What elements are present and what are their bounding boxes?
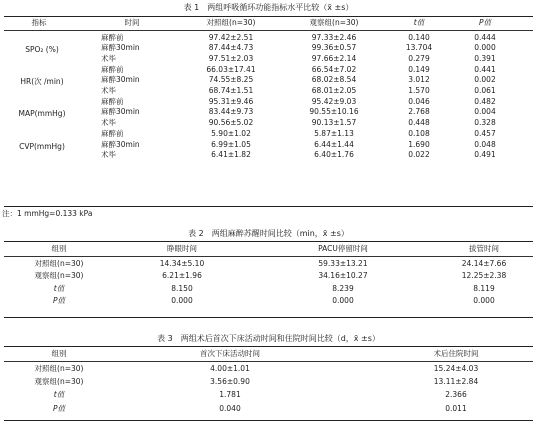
- table1-ctrl-cell: 97.51±2.03: [208, 53, 254, 63]
- table1-ctrl-cell: 6.99±1.05: [211, 139, 251, 149]
- table1-t-cell: 0.140: [408, 33, 430, 42]
- table1-t-cell: 0.279: [408, 53, 430, 63]
- table1-group-label: SPO₂ (%): [25, 45, 59, 55]
- table2-header-2: PACU停留时间: [318, 244, 368, 253]
- table2-cell: 34.16±10.27: [318, 271, 368, 281]
- table3-cell: 0.040: [219, 403, 241, 413]
- table2-cell: 14.34±5.10: [159, 259, 205, 268]
- table1-p-cell: 0.061: [474, 85, 496, 95]
- table1-header-3: 观察组(n=30): [309, 18, 359, 27]
- table1-header-0: 指标: [31, 18, 47, 27]
- table1-ctrl-cell: 90.56±5.02: [208, 117, 254, 127]
- table3-caption: 表 3 两组术后首次下床活动时间和住院时间比较（d，x̄ ±s）: [157, 334, 380, 343]
- table1-t-cell: 0.022: [408, 149, 430, 159]
- table2-row-label: 观察组(n=30): [34, 271, 84, 281]
- table1-obs-cell: 95.42±9.03: [311, 97, 357, 107]
- table1-p-cell: 0.000: [474, 43, 496, 53]
- table1-ctrl-cell: 95.31±9.46: [208, 97, 254, 107]
- table1-t-cell: 1.570: [408, 85, 430, 95]
- table1-ctrl-cell: 68.74±1.51: [208, 85, 254, 95]
- table1-obs-cell: 68.02±8.54: [311, 75, 357, 85]
- table1-obs-cell: 66.54±7.02: [311, 65, 357, 75]
- table1-obs-cell: 99.36±0.57: [311, 43, 357, 53]
- table1-p-cell: 0.391: [474, 53, 496, 63]
- table1-ctrl-cell: 97.42±2.51: [208, 33, 254, 42]
- table1-header-4: t值: [413, 18, 425, 27]
- table1-top-rule: [4, 16, 533, 17]
- table1-p-cell: 0.491: [474, 149, 496, 159]
- table3-cell: 4.00±1.01: [210, 364, 250, 373]
- table1-t-cell: 0.149: [408, 65, 430, 75]
- table1-time-cell: 术毕: [101, 53, 116, 63]
- table2-cell: 6.21±1.96: [162, 271, 202, 281]
- table1-group-label: MAP(mmHg): [18, 109, 66, 119]
- table1-p-cell: 0.328: [474, 117, 496, 127]
- table3-header-rule: [4, 361, 533, 362]
- table1-t-cell: 0.448: [408, 117, 430, 127]
- table1-header-1: 时间: [124, 18, 140, 27]
- table2-bottom-rule: [4, 317, 533, 318]
- table2-cell: 12.25±2.38: [461, 271, 507, 281]
- table1-ctrl-cell: 6.41±1.82: [211, 149, 251, 159]
- table2-header-rule: [4, 256, 533, 257]
- table3-row-label: P值: [52, 403, 66, 413]
- table2-header-3: 拔管时间: [469, 244, 499, 253]
- table1-obs-cell: 97.66±2.14: [311, 53, 357, 63]
- table1-obs-cell: 6.44±1.44: [314, 139, 354, 149]
- table1-time-cell: 麻醉30min: [101, 139, 140, 149]
- table3-cell: 13.11±2.84: [433, 377, 479, 387]
- table1-t-cell: 0.108: [408, 129, 430, 139]
- table1-p-cell: 0.444: [474, 33, 496, 42]
- table1-t-cell: 1.690: [408, 139, 430, 149]
- table1-p-cell: 0.441: [474, 65, 496, 75]
- table1-t-cell: 13.704: [405, 43, 433, 53]
- table2-cell: 0.000: [332, 295, 354, 305]
- table1-p-cell: 0.048: [474, 139, 496, 149]
- table1-obs-cell: 6.40±1.76: [314, 149, 354, 159]
- table1-group-label: HR(次 /min): [20, 77, 64, 87]
- table1-time-cell: 麻醉前: [101, 33, 124, 42]
- table1-header-rule: [4, 30, 533, 31]
- table1-t-cell: 2.768: [408, 107, 430, 117]
- table1-ctrl-cell: 83.44±9.73: [208, 107, 254, 117]
- table2-cell: 24.14±7.66: [461, 259, 507, 268]
- table1-t-cell: 0.046: [408, 97, 430, 107]
- table1-obs-cell: 97.33±2.46: [311, 33, 357, 42]
- table1-p-cell: 0.004: [474, 107, 496, 117]
- table1-t-cell: 3.012: [408, 75, 430, 85]
- table1-time-cell: 麻醉前: [101, 129, 124, 139]
- table1-time-cell: 术毕: [101, 149, 116, 159]
- table3-header-2: 术后住院时间: [433, 349, 479, 358]
- table1-time-cell: 术毕: [101, 117, 116, 127]
- table1-obs-cell: 68.01±2.05: [311, 85, 357, 95]
- table1-p-cell: 0.002: [474, 75, 496, 85]
- table1-group-label: CVP(mmHg): [19, 141, 65, 151]
- table2-cell: 0.000: [171, 295, 193, 305]
- table2-top-rule: [4, 241, 533, 242]
- table2-caption: 表 2 两组麻醉苏醒时间比较（min，x̄ ±s）: [188, 229, 349, 238]
- table1-time-cell: 麻醉30min: [101, 43, 140, 53]
- table3-row-label: 观察组(n=30): [34, 377, 84, 387]
- table1-header-2: 对照组(n=30): [206, 18, 256, 27]
- table2-header-1: 睁眼时间: [167, 244, 197, 253]
- table1-ctrl-cell: 74.55±8.25: [208, 75, 254, 85]
- table2-cell: 59.33±13.21: [318, 259, 368, 268]
- table1-ctrl-cell: 66.03±17.41: [206, 65, 256, 75]
- table1-header-5: P值: [478, 18, 492, 27]
- table1-obs-cell: 5.87±1.13: [314, 129, 354, 139]
- table1-time-cell: 麻醉30min: [101, 107, 140, 117]
- table2-row-label: t值: [53, 283, 65, 293]
- table3-cell: 2.366: [445, 390, 467, 400]
- table1-ctrl-cell: 5.90±1.02: [211, 129, 251, 139]
- table1-p-cell: 0.482: [474, 97, 496, 107]
- table2-header-0: 组别: [51, 244, 67, 253]
- table3-cell: 0.011: [445, 403, 467, 413]
- table1-bottom-rule: [4, 206, 533, 207]
- table3-top-rule: [4, 346, 533, 347]
- table2-cell: 8.119: [473, 283, 495, 293]
- table1-caption: 表 1 两组呼吸循环功能指标水平比较（x̄ ±s）: [183, 3, 354, 12]
- table1-ctrl-cell: 87.44±4.73: [208, 43, 254, 53]
- table3-cell: 15.24±4.03: [433, 364, 479, 373]
- table2-row-label: 对照组(n=30): [34, 259, 84, 268]
- table3-row-label: 对照组(n=30): [34, 364, 84, 373]
- table1-obs-cell: 90.13±1.57: [311, 117, 357, 127]
- table3-cell: 3.56±0.90: [210, 377, 250, 387]
- table2-row-label: P值: [52, 295, 66, 305]
- table1-time-cell: 麻醉前: [101, 65, 124, 75]
- table1-time-cell: 麻醉前: [101, 97, 124, 107]
- table3-header-0: 组别: [51, 349, 67, 358]
- table3-cell: 1.781: [219, 390, 241, 400]
- table2-cell: 0.000: [473, 295, 495, 305]
- table1-obs-cell: 90.55±10.16: [309, 107, 359, 117]
- table1-note: 注：1 mmHg=0.133 kPa: [2, 209, 93, 218]
- table3-header-1: 首次下床活动时间: [200, 349, 260, 358]
- table1-time-cell: 麻醉30min: [101, 75, 140, 85]
- table1-time-cell: 术毕: [101, 85, 116, 95]
- table3-row-label: t值: [53, 390, 65, 400]
- table2-cell: 8.150: [171, 283, 193, 293]
- table3-bottom-rule: [4, 420, 533, 421]
- table2-cell: 8.239: [332, 283, 354, 293]
- table1-p-cell: 0.457: [474, 129, 496, 139]
